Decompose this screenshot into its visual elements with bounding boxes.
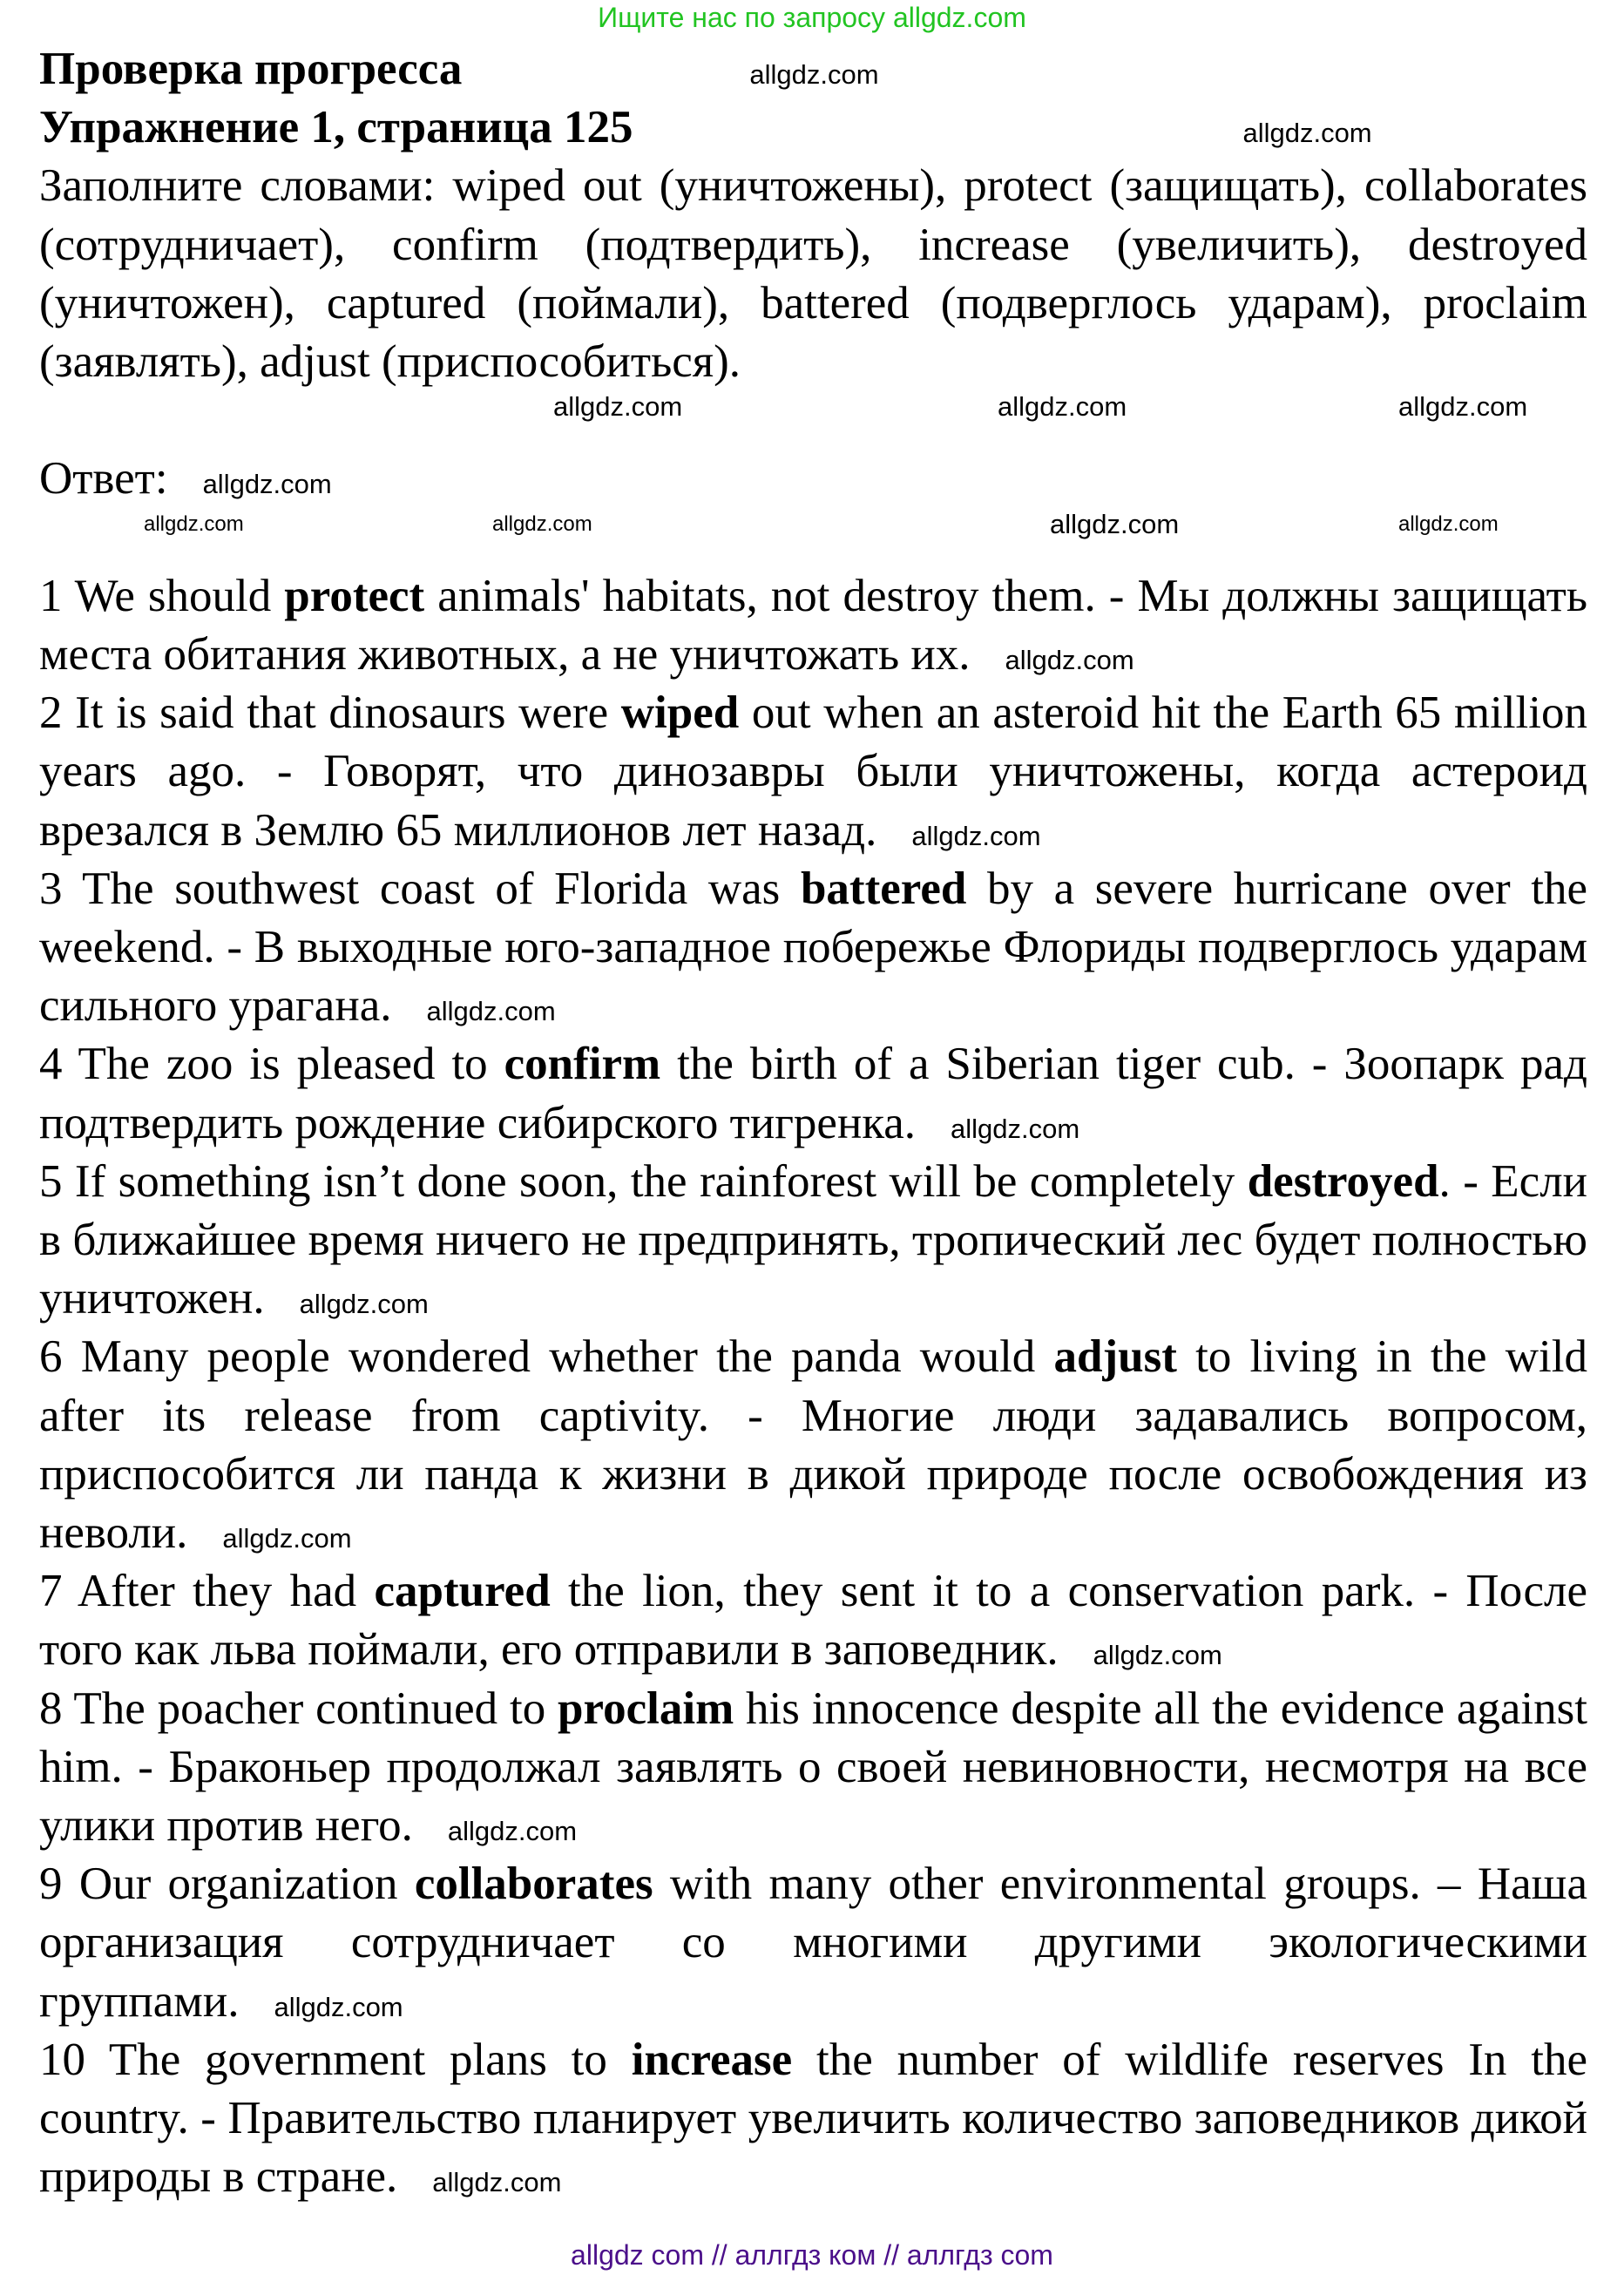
answer-keyword: proclaim bbox=[558, 1683, 734, 1734]
answer-text: 10 The government plans to bbox=[39, 2034, 632, 2085]
answer-keyword: increase bbox=[631, 2034, 793, 2085]
answer-label bbox=[39, 450, 1587, 508]
answer-text: 1 We should bbox=[39, 570, 285, 621]
answer-text: animals' habitats, not destroy them. - Мы должны защищать места обитания животных, а не уничтожать их. bbox=[39, 570, 1587, 680]
answer-text: 5 If something isn’t done soon, the rainforest will be completely bbox=[39, 1155, 1248, 1207]
answer-item bbox=[39, 1035, 1587, 1152]
answer-text: the birth of a Siberian tiger cub. - Зоопарк рад подтвердить рождение сибирского тигренка. bbox=[39, 1039, 1587, 1148]
watermark: allgdz.com bbox=[274, 1991, 403, 2022]
answer-list bbox=[39, 567, 1587, 2207]
answer-text: 2 It is said that dinosaurs were bbox=[39, 687, 621, 739]
answer-text: 3 The southwest coast of Florida was bbox=[39, 863, 801, 914]
task-text: Заполните словами: wiped out (уничтожены), protect (защищать), collaborates (сотрудничает), confirm (подтвердить), increase (увеличить), destroyed (уничтожен), captured (поймали), battered (подверглось ударам), proclaim (заявлять), adjust (приспособиться). bbox=[39, 160, 1587, 388]
exercise-heading bbox=[39, 98, 1587, 157]
answer-item bbox=[39, 684, 1587, 860]
answer-text: out when an asteroid hit the Earth 65 million years ago. - Говорят, что динозавры были уничтожены, когда астероид врезался в Землю 65 миллионов лет назад. bbox=[39, 687, 1587, 856]
answer-text: with many other environmental groups. – Наша организация сотрудничает со многими другими экологическими группами. bbox=[39, 1859, 1587, 2027]
watermark: allgdz.com bbox=[911, 820, 1041, 851]
answer-text: 7 After they had bbox=[39, 1566, 375, 1617]
answer-text: his innocence despite all the evidence against him. - Браконьер продолжал заявлять о своей невиновности, несмотря на все улики против него. bbox=[39, 1683, 1587, 1852]
answer-text: to living in the wild after its release from captivity. - Многие люди задавались вопросом, приспособится ли панда к жизни в дикой природе после освобождения из неволи. bbox=[39, 1331, 1587, 1559]
answer-text: the number of wildlife reserves In the country. - Правительство планирует увеличить количество заповедников дикой природы в стране. bbox=[39, 2034, 1587, 2203]
bottom-banner[interactable]: allgdz com // аллгдз ком // аллгдз com bbox=[571, 2239, 1053, 2271]
page-title-text: Проверка прогресса bbox=[39, 44, 463, 94]
watermark: allgdz.com bbox=[299, 1289, 429, 1320]
answer-item bbox=[39, 1328, 1587, 1562]
spacer: allgdz.com allgdz.com allgdz.com bbox=[553, 391, 1528, 423]
answer-keyword: protect bbox=[284, 570, 425, 621]
watermark: allgdz.com bbox=[1242, 118, 1372, 149]
spacer: allgdz.com allgdz.com allgdz.com allgdz.com bbox=[144, 508, 1499, 539]
document-body bbox=[39, 40, 1587, 2206]
answer-keyword: captured bbox=[374, 1566, 551, 1617]
answer-keyword: confirm bbox=[504, 1039, 661, 1090]
page-title bbox=[39, 40, 1587, 98]
watermark: allgdz.com bbox=[1005, 645, 1134, 675]
exercise-heading-text: Упражнение 1, страница 125 bbox=[39, 102, 633, 153]
watermark: allgdz.com bbox=[1093, 1640, 1222, 1671]
answer-text: 8 The poacher continued to bbox=[39, 1683, 558, 1734]
answer-keyword: wiped bbox=[620, 687, 740, 739]
answer-item bbox=[39, 1153, 1587, 1329]
answer-keyword: adjust bbox=[1053, 1331, 1177, 1383]
answer-label-text: Ответ: bbox=[39, 453, 168, 504]
answer-item bbox=[39, 1855, 1587, 2031]
watermark: allgdz.com bbox=[432, 2167, 562, 2198]
answer-keyword: collaborates bbox=[414, 1859, 653, 1910]
answer-keyword: destroyed bbox=[1247, 1155, 1439, 1207]
answer-text: 4 The zoo is pleased to bbox=[39, 1039, 504, 1090]
watermark: allgdz.com bbox=[749, 59, 879, 90]
watermark: allgdz.com bbox=[426, 996, 556, 1027]
answer-text: 6 Many people wondered whether the panda would bbox=[39, 1331, 1054, 1383]
answer-item bbox=[39, 2031, 1587, 2207]
answer-item bbox=[39, 567, 1587, 684]
answer-keyword: battered bbox=[800, 863, 967, 914]
answer-item bbox=[39, 860, 1587, 1036]
watermark: allgdz.com bbox=[951, 1113, 1080, 1144]
answer-text: 9 Our organization bbox=[39, 1859, 415, 1910]
answer-text: . - Если в ближайшее время ничего не предпринять, тропический лес будет полностью уничтожен. bbox=[39, 1155, 1587, 1324]
watermark: allgdz.com bbox=[222, 1523, 352, 1554]
answer-item bbox=[39, 1562, 1587, 1679]
answer-item bbox=[39, 1680, 1587, 1856]
watermark: allgdz.com bbox=[447, 1816, 578, 1847]
answer-text: by a severe hurricane over the weekend. - В выходные юго-западное побережье Флориды подверглось ударам сильного урагана. bbox=[39, 863, 1588, 1032]
answer-text: the lion, they sent it to a conservation park. - После того как льва поймали, его отправили в заповедник. bbox=[39, 1566, 1588, 1676]
top-banner[interactable]: Ищите нас по запросу allgdz.com bbox=[598, 2, 1026, 33]
watermark: allgdz.com bbox=[202, 469, 332, 500]
